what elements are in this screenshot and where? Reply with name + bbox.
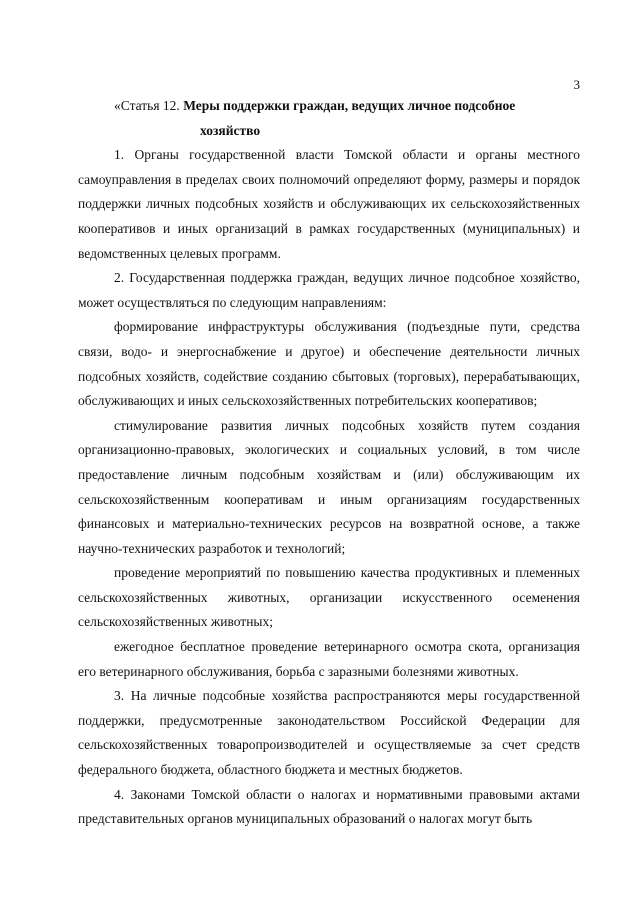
article-title-line2: хозяйство — [200, 122, 261, 138]
article-title-line1: Меры поддержки граждан, ведущих личное подсобное — [183, 98, 516, 113]
paragraph-5: проведение мероприятий по повышению качества продуктивных и племенных сельскохозяйственных животных, организации искусственного осеменения сельскохозяйственных животных; — [78, 565, 580, 630]
article-heading — [78, 94, 580, 119]
paragraph-3: формирование инфраструктуры обслуживания (подъездные пути, средства связи, водо- и энергоснабжение и другое) и обеспечение деятельности личных подсобных хозяйств, содействие созданию сбытовых (торговых), перерабатывающих, обслуживающих и иных сельскохозяйственных потребительских кооперативов; — [78, 319, 580, 409]
page-number: 3 — [573, 77, 580, 92]
paragraph-8: 4. Законами Томской области о налогах и нормативными правовыми актами представительных органов муниципальных образований о налогах могут быть — [78, 786, 580, 827]
document-body — [78, 94, 580, 832]
article-prefix: «Статья 12. — [114, 98, 180, 113]
paragraph-4: стимулирование развития личных подсобных хозяйств путем создания организационно-правовых, экологических и социальных условий, в том числе предоставление личным подсобным хозяйствам и (или) обслуживающим их сельскохозяйственным кооперативам и иным организациям государственных финансовых и материально-технических ресурсов на возвратной основе, а также научно-технических разработок и технологий; — [78, 417, 580, 556]
paragraph-2: 2. Государственная поддержка граждан, ведущих личное подсобное хозяйство, может осуществляться по следующим направлениям: — [78, 270, 580, 310]
paragraph-6: ежегодное бесплатное проведение ветеринарного осмотра скота, организация его ветеринарного обслуживания, борьба с заразными болезнями животных. — [78, 639, 580, 679]
paragraph-7: 3. На личные подсобные хозяйства распространяются меры государственной поддержки, предусмотренные законодательством Российской Федерации для сельскохозяйственных товаропроизводителей и осуществляемые за счет средств федерального бюджета, областного бюджета и местных бюджетов. — [78, 688, 580, 778]
paragraph-1: 1. Органы государственной власти Томской области и органы местного самоуправления в пределах своих полномочий определяют форму, размеры и порядок поддержки личных подсобных хозяйств и обслуживающих их сельскохозяйственных кооперативов и иных организаций в рамках государственных (муниципальных) и ведомственных целевых программ. — [78, 147, 580, 261]
